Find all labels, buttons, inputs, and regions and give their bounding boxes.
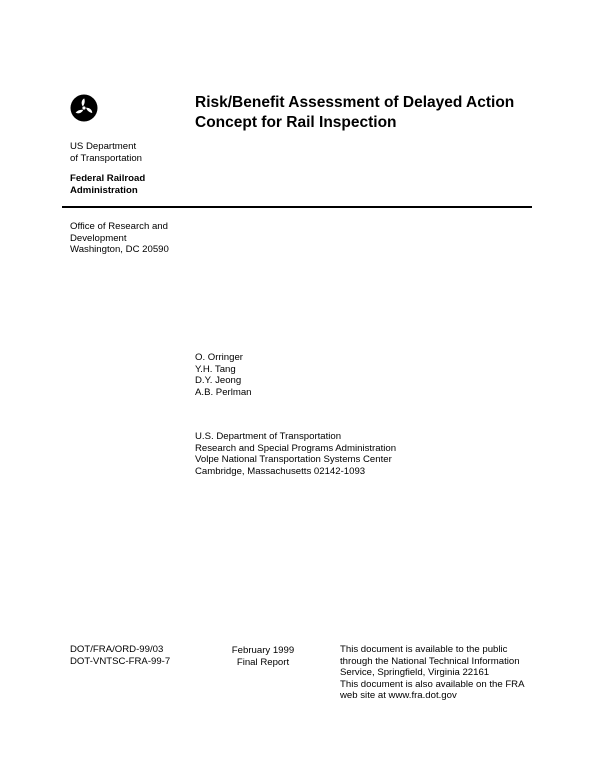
performing-organization [195,431,396,477]
organization-line: Cambridge, Massachusetts 02142-1093 [195,465,366,477]
report-number: DOT-VNTSC-FRA-99-7 [70,655,171,667]
office-line: Development [70,232,127,244]
author-name: D.Y. Jeong [195,375,242,387]
availability-line: This document is also available on the FRA [340,678,525,690]
office-address [70,221,169,256]
availability-statement [340,644,555,702]
department-line: US Department [70,141,137,152]
report-title-line: Concept for Rail Inspection [195,113,397,131]
organization-line: Research and Special Programs Administration [195,442,397,454]
author-name: Y.H. Tang [195,363,236,375]
dot-logo [70,94,98,122]
agency-line: Federal Railroad [70,173,146,184]
report-date: February 1999 [231,645,295,656]
report-title [195,93,575,132]
dot-triskelion-icon [70,94,98,122]
report-type: Final Report [236,656,290,668]
author-name: A.B. Perlman [195,386,252,398]
availability-line: Service, Springfield, Virginia 22161 [340,667,490,679]
availability-line: through the National Technical Information [340,655,520,667]
office-line: Washington, DC 20590 [70,244,169,256]
report-numbers [70,644,170,667]
department-line: of Transportation [70,152,142,164]
report-date-block [215,645,311,668]
report-number: DOT/FRA/ORD-99/03 [70,644,164,655]
department-name [70,141,142,164]
agency-line: Administration [70,184,138,196]
author-name: O. Orringer [195,352,243,363]
office-line: Office of Research and [70,221,168,232]
author-list [195,352,252,398]
organization-line: U.S. Department of Transportation [195,431,342,442]
report-title-line: Risk/Benefit Assessment of Delayed Action [195,94,515,111]
availability-line: This document is available to the public [340,644,508,655]
organization-line: Volpe National Transportation Systems Center [195,454,392,466]
header-divider [62,206,532,208]
availability-line: web site at www.fra.dot.gov [340,690,457,702]
agency-name [70,173,145,196]
